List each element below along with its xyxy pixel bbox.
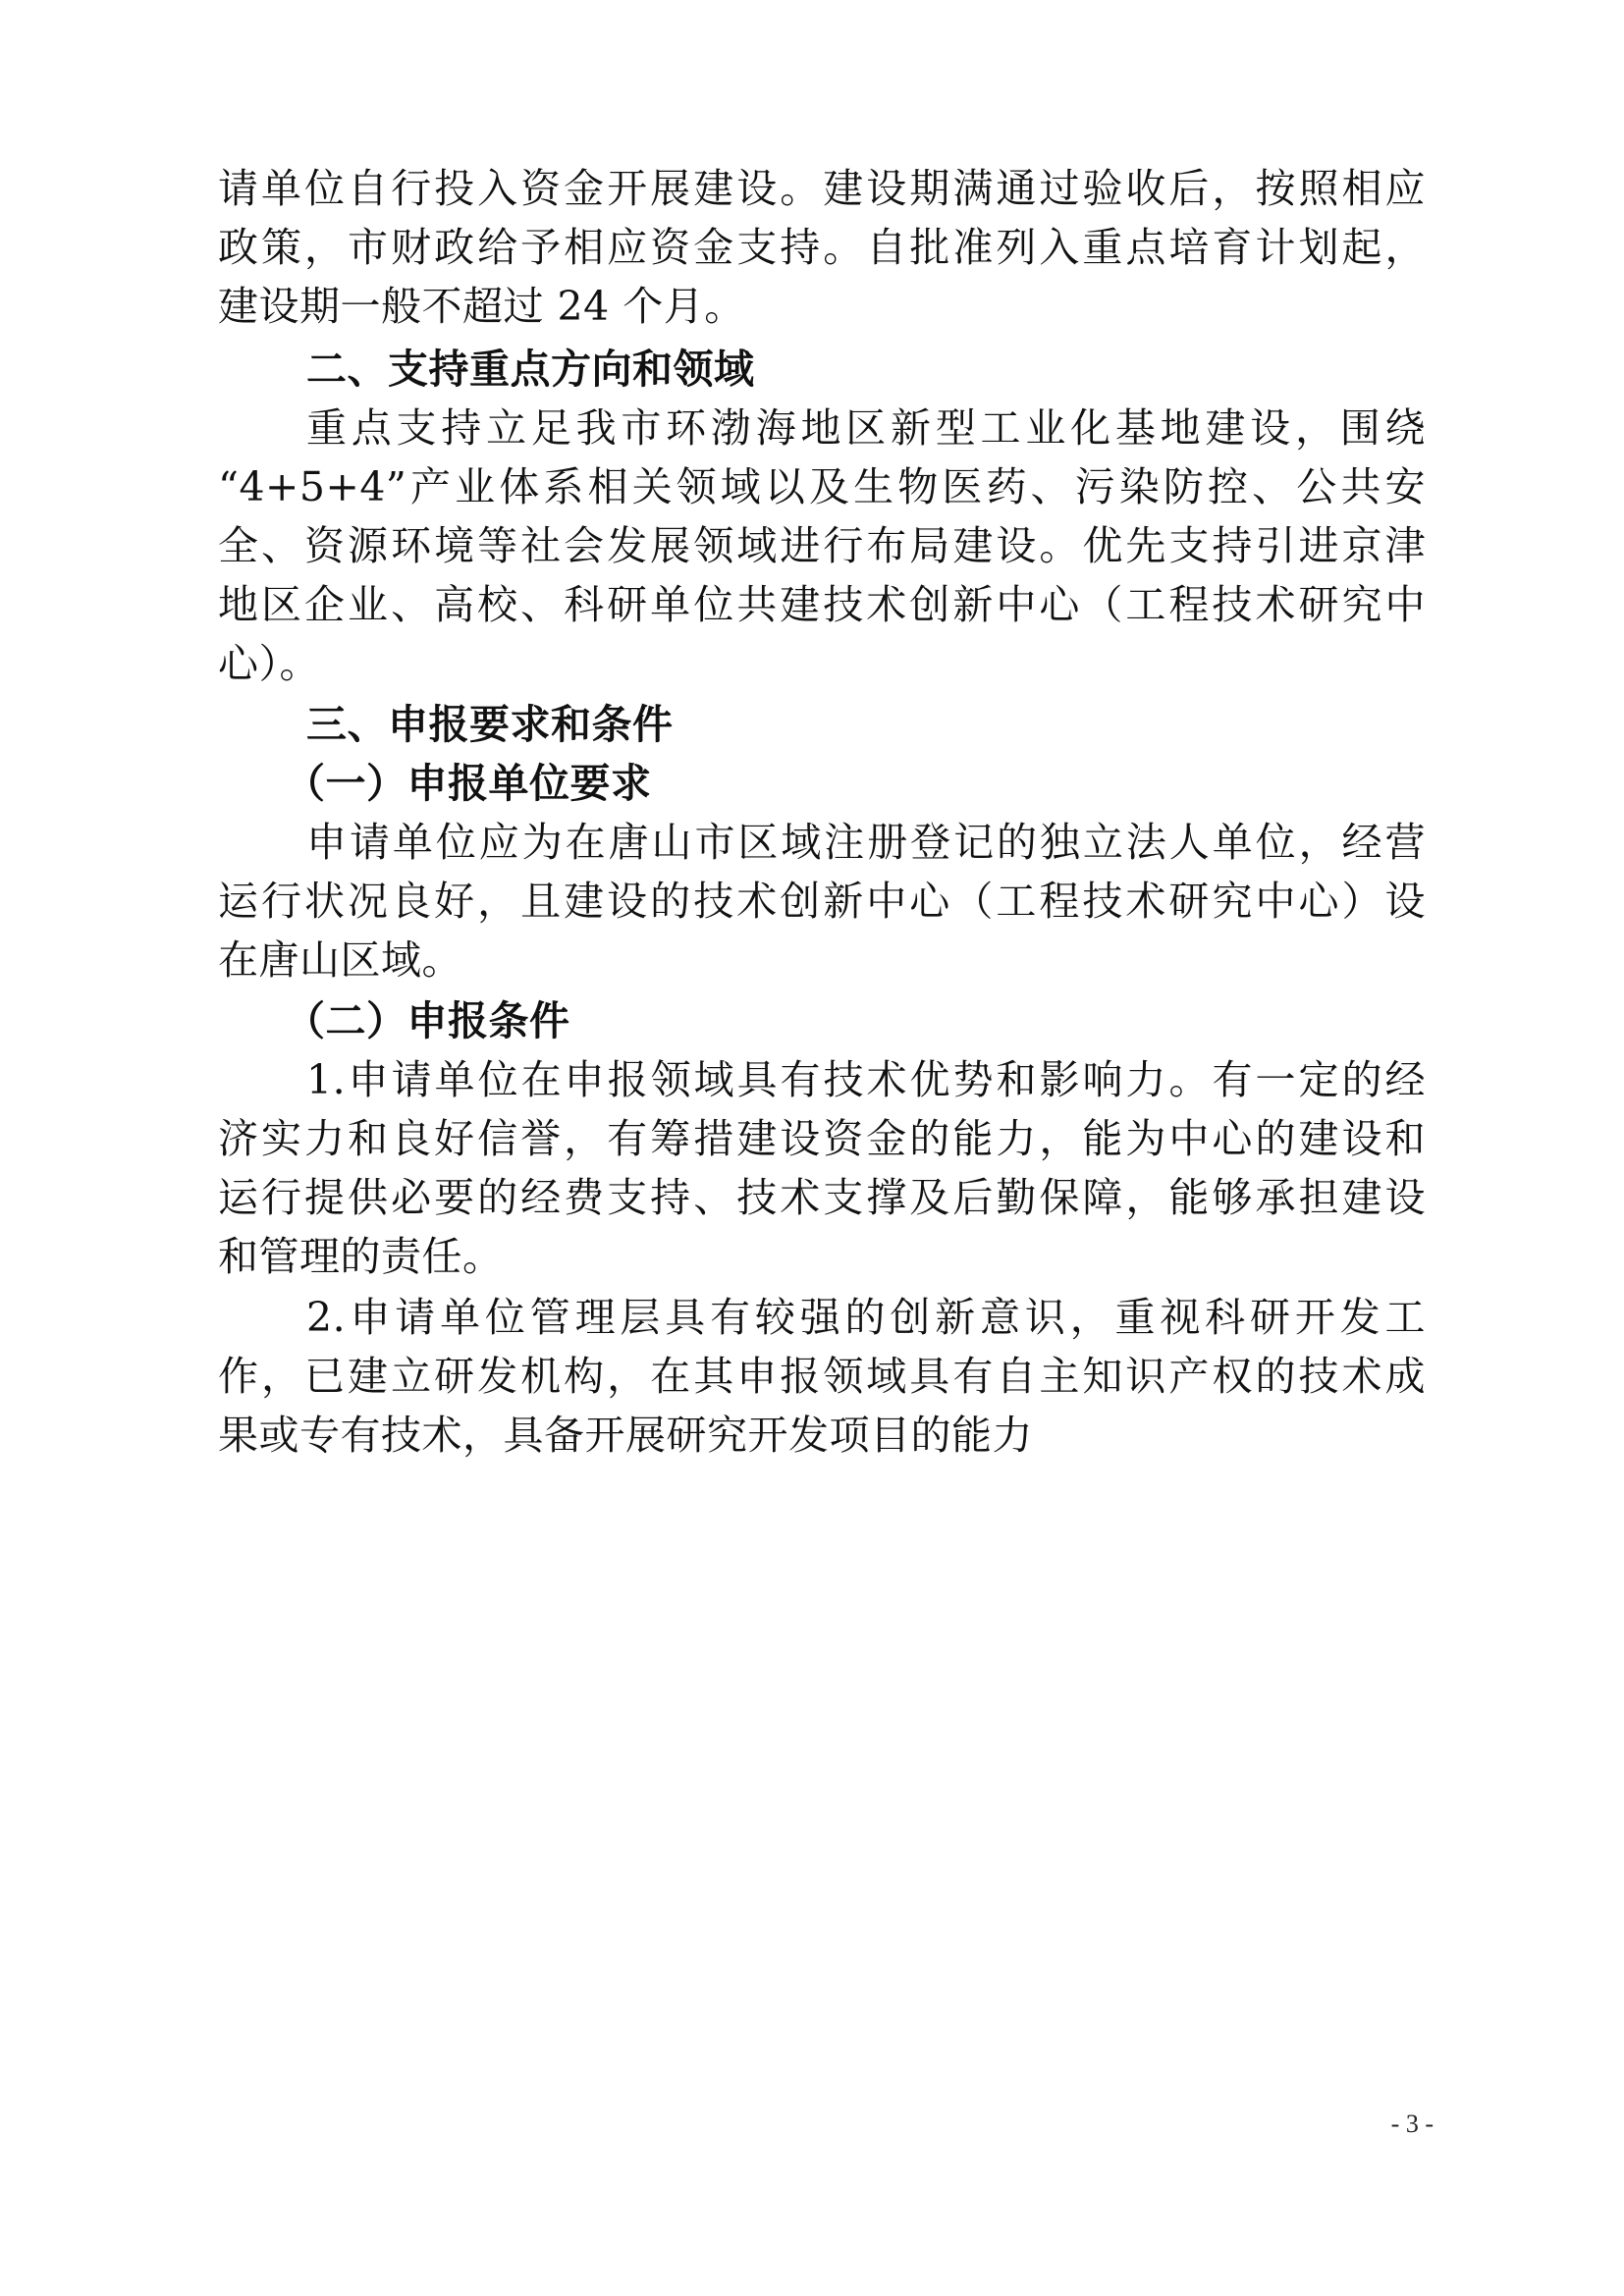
body-text-line: “4+5+4”产业体系相关领域以及生物医药、污染防控、公共安	[218, 463, 1426, 510]
list-item-text-line: 和管理的责任。	[218, 1233, 504, 1280]
section-heading: 二、支持重点方向和领域	[306, 346, 755, 393]
body-text-line: 地区企业、高校、科研单位共建技术创新中心（工程技术研究中	[218, 581, 1426, 628]
subsection-heading: （二）申报条件	[285, 997, 570, 1044]
body-text-line: 心）。	[218, 640, 320, 687]
body-text-line: 政策，市财政给予相应资金支持。自批准列入重点培育计划起，	[218, 224, 1426, 271]
list-item-text-line: 济实力和良好信誉，有筹措建设资金的能力，能为中心的建设和	[218, 1115, 1426, 1162]
list-item-text-line: 2.申请单位管理层具有较强的创新意识，重视科研开发工	[306, 1294, 1426, 1341]
body-text-line: 运行状况良好，且建设的技术创新中心（工程技术研究中心）设	[218, 878, 1426, 925]
body-text-line: 申请单位应为在唐山市区域注册登记的独立法人单位，经营	[306, 819, 1426, 866]
body-text-line: 在唐山区域。	[218, 936, 462, 984]
subsection-heading: （一）申报单位要求	[285, 760, 652, 807]
page-number: - 3 -	[1390, 2109, 1434, 2138]
section-heading: 三、申报要求和条件	[306, 701, 674, 748]
list-item-text-line: 作，已建立研发机构，在其申报领域具有自主知识产权的技术成	[218, 1353, 1426, 1400]
list-item-text-line: 果或专有技术，具备开展研究开发项目的能力	[218, 1412, 1033, 1459]
body-text-line: 请单位自行投入资金开展建设。建设期满通过验收后，按照相应	[218, 165, 1426, 212]
body-text-line: 建设期一般不超过 24 个月。	[218, 283, 745, 330]
list-item-text-line: 1.申请单位在申报领域具有技术优势和影响力。有一定的经	[306, 1056, 1426, 1103]
body-text-line: 重点支持立足我市环渤海地区新型工业化基地建设，围绕	[306, 404, 1426, 452]
body-text-line: 全、资源环境等社会发展领域进行布局建设。优先支持引进京津	[218, 522, 1426, 569]
list-item-text-line: 运行提供必要的经费支持、技术支撑及后勤保障，能够承担建设	[218, 1174, 1426, 1221]
